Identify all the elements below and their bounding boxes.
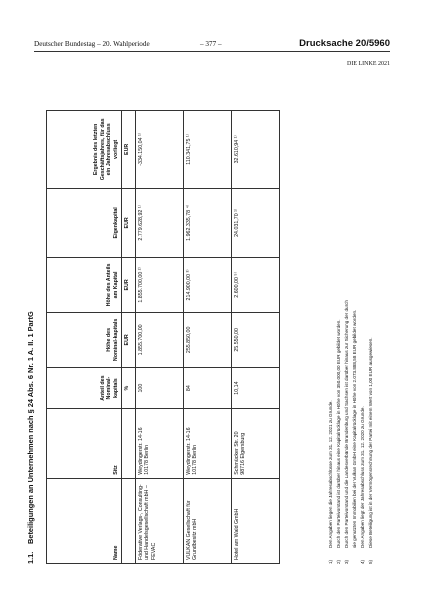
cell-result: 32.610,94 ¹⁾ (232, 111, 280, 189)
unit-cell (122, 409, 136, 478)
table-row (136, 111, 184, 564)
cell-result: 110.341,75 ¹⁾ (184, 111, 232, 189)
section-number: 1.1. (26, 551, 35, 564)
footnote: 2)Durch den Parteivorstand ist darüber hinaus eine Kapitalrücklage in Höhe von 350.000,00 EUR gebildet worden. (336, 319, 341, 564)
cell-nominal: 25.550,00 (232, 312, 280, 367)
header-rule (34, 51, 390, 52)
footnote: 5)Diese Beteiligung ist in der Vermögensrechnung der Partei mit einem Wert von 1,00 EUR ausgewiesen. (368, 337, 373, 564)
party-label: DIE LINKE 2021 (347, 61, 390, 67)
unit-cell: EUR (122, 111, 136, 189)
footnote: sie genutzten Immobilien bei der Vulkan GmbH eine Kapitalrücklage in Höhe von 2.073.888,58 EUR gebildet worden. (352, 309, 357, 548)
header-cell: Name (47, 478, 122, 563)
cell-sitz: Weydingerstr. 14-16 10178 Berlin (184, 409, 232, 478)
cell-result: -334.150,04 ¹⁾ (136, 111, 184, 189)
cell-equity: 24.031,70 ¹⁾ (232, 188, 280, 257)
header-cell: Ergebnis des letzten Geschäftsjahres, für das ein Jahresabschluss vorliegt (47, 111, 122, 189)
header-cell: Anteil des Nominal-kapitals (47, 367, 122, 409)
cell-share: 10,14 (232, 367, 280, 409)
section-title (26, 311, 35, 564)
unit-cell: % (122, 367, 136, 409)
cell-equity: 1.962.335,78 ⁴⁾ (184, 188, 232, 257)
table-row (184, 111, 232, 564)
cell-nominal: 255.850,00 (184, 312, 232, 367)
header-cell: Eigenkapital (47, 188, 122, 257)
cell-share: 84 (184, 367, 232, 409)
holdings-table (46, 110, 280, 564)
footnote: 3)Durch den Parteivorstand und die Landesverbände Brandenburg und Sachsen ist darüber hinaus zur Sicherung der durch (344, 300, 349, 564)
cell-sitz: Schmücker Str. 20 98716 Elgersburg (232, 409, 280, 478)
cell-name: VULKAN Gesellschaft für Grundbesitz mbH (184, 478, 232, 563)
table-row (232, 111, 280, 564)
header-cell: Sitz (47, 409, 122, 478)
header-left: Deutscher Bundestag – 20. Wahlperiode (34, 40, 150, 48)
cell-stake: 1.855.700,00 ²⁾ (136, 257, 184, 312)
cell-stake: 214.900,00 ³⁾ (184, 257, 232, 312)
footnote: 1)Den Angaben liegen die Jahresabschlüsse zum 31. 12. 2021 zu Grunde. (328, 400, 333, 564)
cell-sitz: Weydingerstr. 14-16 10178 Berlin (136, 409, 184, 478)
unit-cell: EUR (122, 312, 136, 367)
document-number: Drucksache 20/5960 (299, 38, 390, 49)
cell-nominal: 1.855.700,00 (136, 312, 184, 367)
page-number: – 377 – (200, 40, 222, 48)
header-cell: Höhe des Nominal-kapitals (47, 312, 122, 367)
section-title-text: Beteiligungen an Unternehmen nach § 24 Abs. 6 Nr. 1 A. II. 1 PartG (26, 311, 35, 544)
rotated-content (26, 110, 382, 580)
cell-equity: 2.779.628,92 ¹⁾ (136, 188, 184, 257)
cell-name: Föderative Verlags-, Consulting- und Handelsgesellschaft mbH – FEVAC (136, 478, 184, 563)
cell-stake: 2.600,00 ⁵⁾ (232, 257, 280, 312)
unit-cell (122, 478, 136, 563)
unit-cell: EUR (122, 257, 136, 312)
footnote: 4)Den Angaben liegt der Jahresabschluss zum 31. 12. 2020 zu Grunde. (360, 406, 365, 564)
cell-share: 100 (136, 367, 184, 409)
cell-name: Hotel am Wald GmbH (232, 478, 280, 563)
unit-cell: EUR (122, 188, 136, 257)
header-cell: Höhe des Anteils am Kapital (47, 257, 122, 312)
